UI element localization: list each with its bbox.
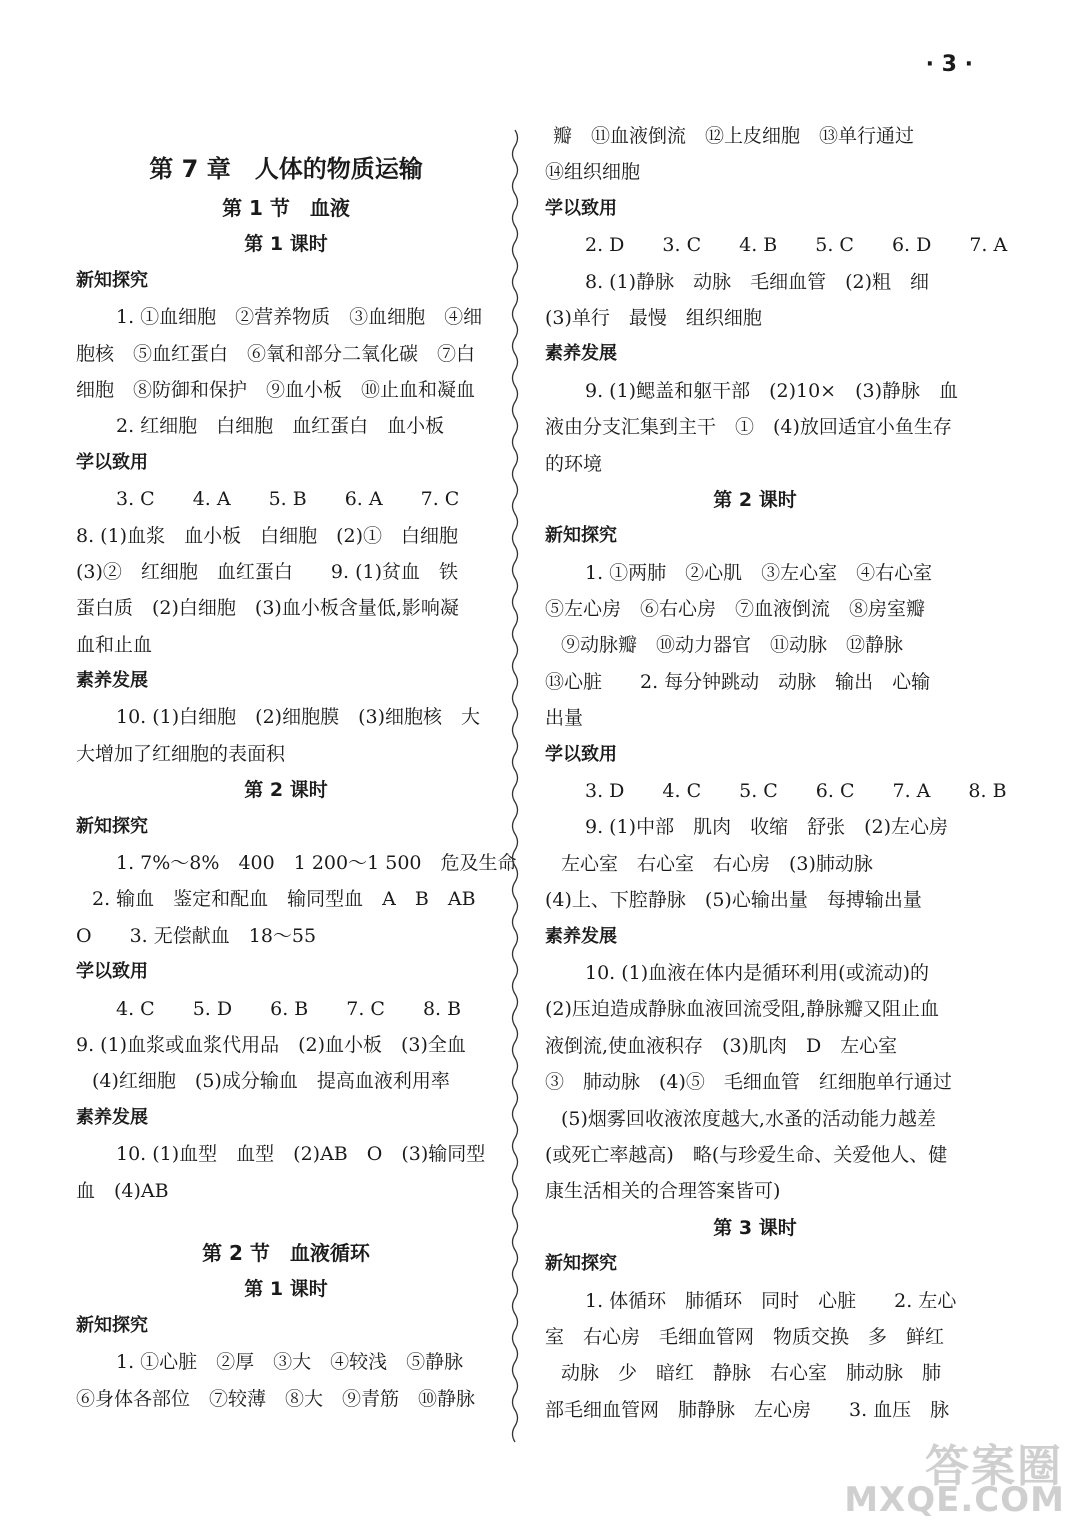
watermark-bottom: MXQE.COM (844, 1480, 1065, 1520)
answer-line: (5)烟雾回收液浓度越大,水蚤的活动能力越差 (561, 1107, 936, 1130)
answer-line: 左心室 右心室 右心房 (3)肺动脉 (561, 852, 873, 875)
answer-line: 9. (1)鳃盖和躯干部 (2)10× (3)静脉 血 (585, 379, 959, 402)
answer-line: 1. 体循环 肺循环 同时 心脏 2. 左心 (585, 1289, 957, 1312)
lesson-title: 第 3 课时 (713, 1216, 797, 1239)
answer-line: 瓣 ⑪血液倒流 ⑫上皮细胞 ⑬单行通过 (553, 125, 915, 147)
answer-line: 10. (1)白细胞 (2)细胞膜 (3)细胞核 大 (116, 706, 480, 729)
answer-line: ⑤左心房 ⑥右心房 ⑦血液倒流 ⑧房室瓣 (545, 598, 926, 621)
subsection-heading: 素养发展 (76, 1106, 148, 1128)
left-column (76, 118, 517, 1417)
watermark (844, 1430, 1071, 1520)
answer-line: 1. ①心脏 ②厚 ③大 ④较浅 ⑤静脉 (116, 1351, 464, 1374)
lesson-title: 第 1 课时 (244, 233, 328, 256)
answer-line: 3. C 4. A 5. B 6. A 7. C (116, 488, 460, 511)
subsection-heading: 素养发展 (76, 670, 148, 692)
answer-line: 血和止血 (76, 633, 153, 656)
watermark-top: 答案圈 (925, 1441, 1063, 1492)
answer-line: ⑬心脏 2. 每分钟跳动 动脉 输出 心输 (545, 670, 931, 693)
answer-line: (或死亡率越高) 略(与珍爱生命、关爱他人、健 (545, 1143, 948, 1166)
answer-line: (2)压迫造成静脉血液回流受阻,静脉瓣又阻止血 (545, 998, 939, 1021)
subsection-heading: 学以致用 (76, 451, 148, 473)
answer-line: 蛋白质 (2)白细胞 (3)血小板含量低,影响凝 (76, 597, 459, 620)
answer-line: 血 (4)AB (76, 1179, 169, 1202)
answer-line: (3)② 红细胞 血红蛋白 9. (1)贫血 铁 (76, 560, 458, 583)
section-title: 第 1 节 血液 (222, 196, 350, 220)
answer-line: 9. (1)血浆或血浆代用品 (2)血小板 (3)全血 (76, 1033, 466, 1056)
subsection-heading: 新知探究 (545, 525, 617, 547)
answer-line: 2. 红细胞 白细胞 血红蛋白 血小板 (116, 415, 445, 438)
answer-line: ③ 肺动脉 (4)⑤ 毛细血管 红细胞单行通过 (545, 1071, 952, 1094)
answer-line: (3)单行 最慢 组织细胞 (545, 306, 762, 329)
answer-line: 液倒流,使血液积存 (3)肌肉 D 左心室 (545, 1034, 898, 1057)
subsection-heading: 素养发展 (545, 343, 617, 365)
subsection-heading: 新知探究 (76, 815, 148, 837)
lesson-title: 第 1 课时 (244, 1278, 328, 1301)
answer-line: 4. C 5. D 6. B 7. C 8. B (116, 997, 462, 1020)
answer-line: ⑨动脉瓣 ⑩动力器官 ⑪动脉 ⑫静脉 (561, 634, 904, 657)
answer-line: 出量 (545, 707, 584, 730)
answer-line: 细胞 ⑧防御和保护 ⑨血小板 ⑩止血和凝血 (76, 378, 476, 401)
answer-line: (4)上、下腔静脉 (5)心输出量 每搏输出量 (545, 889, 922, 912)
answer-line: ⑭组织细胞 (545, 161, 641, 184)
subsection-heading: 学以致用 (76, 961, 148, 983)
answer-line: 10. (1)血型 血型 (2)AB O (3)输同型 (116, 1143, 486, 1166)
answer-line: 1. ①两肺 ②心肌 ③左心室 ④右心室 (585, 561, 933, 584)
answer-line: 的环境 (545, 452, 603, 475)
answer-line: 动脉 少 暗红 静脉 右心室 肺动脉 肺 (561, 1362, 942, 1385)
answer-line: 1. ①血细胞 ②营养物质 ③血细胞 ④细 (116, 306, 483, 329)
answer-line: 液由分支汇集到主干 ① (4)放回适宜小鱼生存 (545, 416, 952, 439)
answer-line: 部毛细血管网 肺静脉 左心房 3. 血压 脉 (545, 1398, 950, 1421)
answer-line: 8. (1)血浆 血小板 白细胞 (2)① 白细胞 (76, 524, 458, 547)
answer-line: 3. D 4. C 5. C 6. C 7. A 8. B (585, 780, 1007, 803)
answer-line: 10. (1)血液在体内是循环利用(或流动)的 (585, 961, 929, 984)
right-column (545, 118, 1008, 1428)
subsection-heading: 新知探究 (545, 1253, 617, 1275)
subsection-heading: 学以致用 (545, 743, 617, 765)
answer-line: 8. (1)静脉 动脉 毛细血管 (2)粗 细 (585, 270, 929, 293)
answer-line: 胞核 ⑤血红蛋白 ⑥氧和部分二氧化碳 ⑦白 (76, 342, 476, 365)
answer-line: ⑥身体各部位 ⑦较薄 ⑧大 ⑨青筋 ⑩静脉 (76, 1387, 476, 1410)
answer-line: O 3. 无偿献血 18～55 (76, 924, 317, 947)
answer-line: 康生活相关的合理答案皆可) (545, 1180, 781, 1203)
lesson-title: 第 2 课时 (244, 779, 328, 802)
answer-line: (4)红细胞 (5)成分输血 提高血液利用率 (92, 1070, 450, 1093)
column-divider (508, 130, 522, 1450)
subsection-heading: 新知探究 (76, 1314, 148, 1336)
answer-line: 2. 输血 鉴定和配血 输同型血 A B AB (92, 888, 476, 911)
answer-line: 室 右心房 毛细血管网 物质交换 多 鲜红 (545, 1325, 945, 1348)
page-number: · 3 · (925, 52, 973, 77)
chapter-title: 第 7 章 人体的物质运输 (149, 155, 423, 183)
subsection-heading: 新知探究 (76, 269, 148, 291)
answer-line: 9. (1)中部 肌肉 收缩 舒张 (2)左心房 (585, 816, 948, 839)
section-title: 第 2 节 血液循环 (202, 1240, 370, 1265)
lesson-title: 第 2 课时 (713, 488, 797, 511)
answer-line: 2. D 3. C 4. B 5. C 6. D 7. A (585, 234, 1008, 257)
subsection-heading: 学以致用 (545, 197, 617, 219)
answer-line: 1. 7%～8% 400 1 200～1 500 危及生命 (116, 852, 517, 875)
subsection-heading: 素养发展 (545, 925, 617, 947)
answer-line: 大增加了红细胞的表面积 (76, 742, 286, 765)
